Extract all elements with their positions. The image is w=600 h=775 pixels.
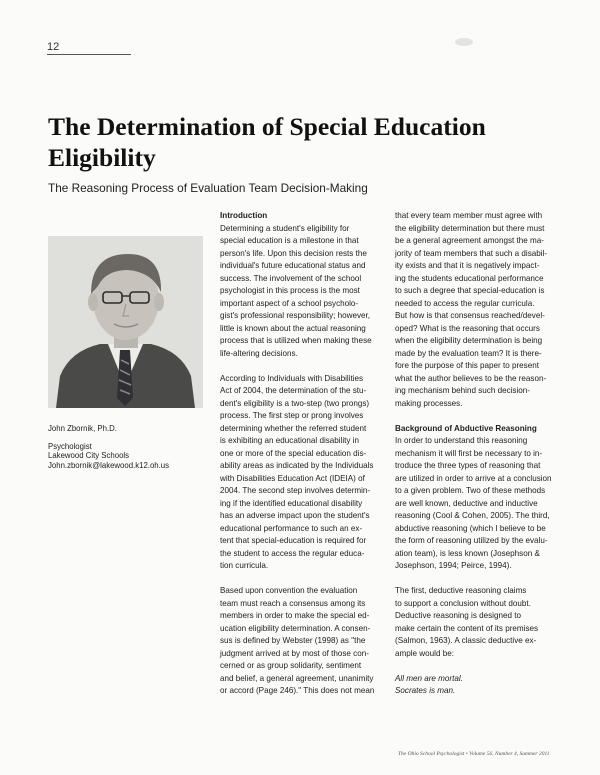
text-line: ample would be: xyxy=(395,648,454,658)
text-line: success. The involvement of the school xyxy=(220,273,362,283)
text-line: psychologist in this process is the most xyxy=(220,286,360,295)
text-line: be a general agreement amongst the ma- xyxy=(395,236,544,245)
page-number-rule xyxy=(47,54,131,55)
text-line: determining whether the referred student xyxy=(220,423,367,433)
body-column-2 xyxy=(395,210,555,698)
article-title-line-2: Eligibility xyxy=(48,143,156,172)
text-line: or accord (Page 246)." This does not mean xyxy=(220,686,375,695)
text-line: make certain the content of its premises xyxy=(395,623,539,633)
text-line: are well known, deductive and inductive xyxy=(395,498,538,508)
text-line: All men are mortal. xyxy=(395,673,463,683)
text-line: oped? What is the reasoning that occurs xyxy=(395,323,540,333)
text-line: the form of reasoning utilized by the evalu- xyxy=(395,536,548,545)
text-line: and belief, a general agreement, unanimity xyxy=(220,673,374,683)
section-heading: Background of Abductive Reasoning xyxy=(395,423,537,433)
paragraph-spacer xyxy=(220,573,380,586)
text-line: the student to access the regular educa- xyxy=(220,548,365,558)
author-email: John.zbornik@lakewood.k12.oh.us xyxy=(48,460,170,470)
paragraph-spacer xyxy=(395,573,555,586)
text-line: individual's future educational status and xyxy=(220,261,366,270)
text-line: process. The first step or prong involves xyxy=(220,411,364,420)
text-line: little is known about the actual reasoning xyxy=(220,323,366,333)
text-line: But how is that consensus reached/devel- xyxy=(395,311,545,320)
text-line: are utilized in order to arrive at a conclusion xyxy=(395,473,552,483)
text-line: Deductive reasoning is designed to xyxy=(395,611,521,620)
article-subtitle: The Reasoning Process of Evaluation Team Decision-Making xyxy=(48,181,368,195)
journal-footer: The Ohio School Psychologist • Volume 56, Number 4, Summer 2011 xyxy=(398,751,550,757)
text-line: sus is defined by Webster (1998) as "the xyxy=(220,636,366,645)
author-portrait-image xyxy=(48,236,203,408)
text-line: to such a degree that special-education is xyxy=(395,286,545,295)
text-line: when the eligibility determination is being xyxy=(395,336,543,345)
author-name: John Zbornik, Ph.D. xyxy=(48,424,117,433)
text-line: to a given problem. Two of these methods xyxy=(395,486,546,495)
text-line: ucation eligibility determination. A consen- xyxy=(220,623,371,633)
body-column-1 xyxy=(220,210,380,698)
text-line: According to Individuals with Disabilities xyxy=(220,373,364,383)
author-role: Psychologist xyxy=(48,441,92,451)
text-line: In order to understand this reasoning xyxy=(395,436,528,445)
text-line: educational performance to such an ex- xyxy=(220,523,363,533)
text-line: (Salmon, 1963). A classic deductive ex- xyxy=(395,636,537,645)
paragraph-spacer xyxy=(220,360,380,373)
text-line: troduce the three types of reasoning that xyxy=(395,461,541,470)
text-line: making processes. xyxy=(395,398,463,408)
text-line: needed to access the regular curricula. xyxy=(395,298,535,308)
author-photo xyxy=(48,236,203,408)
text-line: that every team member must agree with xyxy=(395,211,543,220)
section-heading: Introduction xyxy=(220,211,268,220)
article-title-line-1: The Determination of Special Education xyxy=(48,112,486,141)
text-line: ation team), is less known (Josephson & xyxy=(395,548,540,558)
text-line: abductive reasoning (which I believe to be xyxy=(395,523,546,533)
text-line: reasoning (Cool & Cohen, 2005). The third, xyxy=(395,511,550,520)
text-line: important aspect of a school psycholo- xyxy=(220,298,359,308)
text-line: Act of 2004, the determination of the stu- xyxy=(220,386,367,395)
text-line: the eligibility determination but there must xyxy=(395,223,545,233)
text-line: ity exists and that it is negatively impact- xyxy=(395,261,540,270)
text-line: fore the purpose of this paper to present xyxy=(395,361,539,370)
scan-smudge xyxy=(455,38,473,46)
text-line: ing if the identified educational disability xyxy=(220,498,363,508)
text-line: The first, deductive reasoning claims xyxy=(395,586,527,595)
text-line: mechanism it will first be necessary to in- xyxy=(395,448,543,458)
text-line: Socrates is man. xyxy=(395,686,456,695)
text-line: judgment arrived at by most of those con- xyxy=(220,648,369,658)
text-line: ing the students educational performance xyxy=(395,273,544,283)
text-line: team must reach a consensus among its xyxy=(220,598,366,608)
text-line: tion curricula. xyxy=(220,561,269,570)
text-line: has an adverse impact upon the student's xyxy=(220,511,370,520)
text-line: is exhibiting an educational disability in xyxy=(220,436,360,445)
author-caption xyxy=(48,424,208,470)
paragraph-spacer xyxy=(395,410,555,423)
text-line: Based upon convention the evaluation xyxy=(220,586,358,595)
text-line: dent's eligibility is a two-step (two prongs) xyxy=(220,398,370,408)
text-line: person's life. Upon this decision rests the xyxy=(220,248,367,258)
text-line: members in order to make the special ed- xyxy=(220,611,370,620)
page-number: 12 xyxy=(47,41,60,53)
text-line: life-altering decisions. xyxy=(220,348,298,358)
text-line: Josephson, 1994; Peirce, 1994). xyxy=(395,561,512,570)
text-line: what the author believes to be the reason- xyxy=(395,373,547,383)
text-line: ing mechanism behind such decision- xyxy=(395,386,530,395)
text-line: cerned or as group solidarity, sentiment xyxy=(220,661,362,670)
text-line: one or more of the special education dis- xyxy=(220,448,367,458)
article-title xyxy=(48,111,568,173)
text-line: Determining a student's eligibility for xyxy=(220,223,350,233)
author-organization: Lakewood City Schools xyxy=(48,451,130,460)
paragraph-spacer xyxy=(395,660,555,673)
text-line: made by the evaluation team? It is there- xyxy=(395,348,542,358)
text-line: process that is utilized when making these xyxy=(220,336,372,345)
text-line: jority of team members that such a disabil- xyxy=(395,248,548,258)
text-line: ability areas as indicated by the Individuals xyxy=(220,461,374,470)
text-line: tent that special-education is required for xyxy=(220,536,367,545)
caption-spacer xyxy=(48,434,208,442)
text-line: special education is a milestone in that xyxy=(220,236,359,245)
text-line: with Disabilities Education Act (IDEIA) of xyxy=(220,473,365,483)
text-line: gist's professional responsibility; however, xyxy=(220,311,371,320)
text-line: to support a conclusion without doubt. xyxy=(395,598,531,608)
text-line: 2004. The second step involves determin- xyxy=(220,486,371,495)
